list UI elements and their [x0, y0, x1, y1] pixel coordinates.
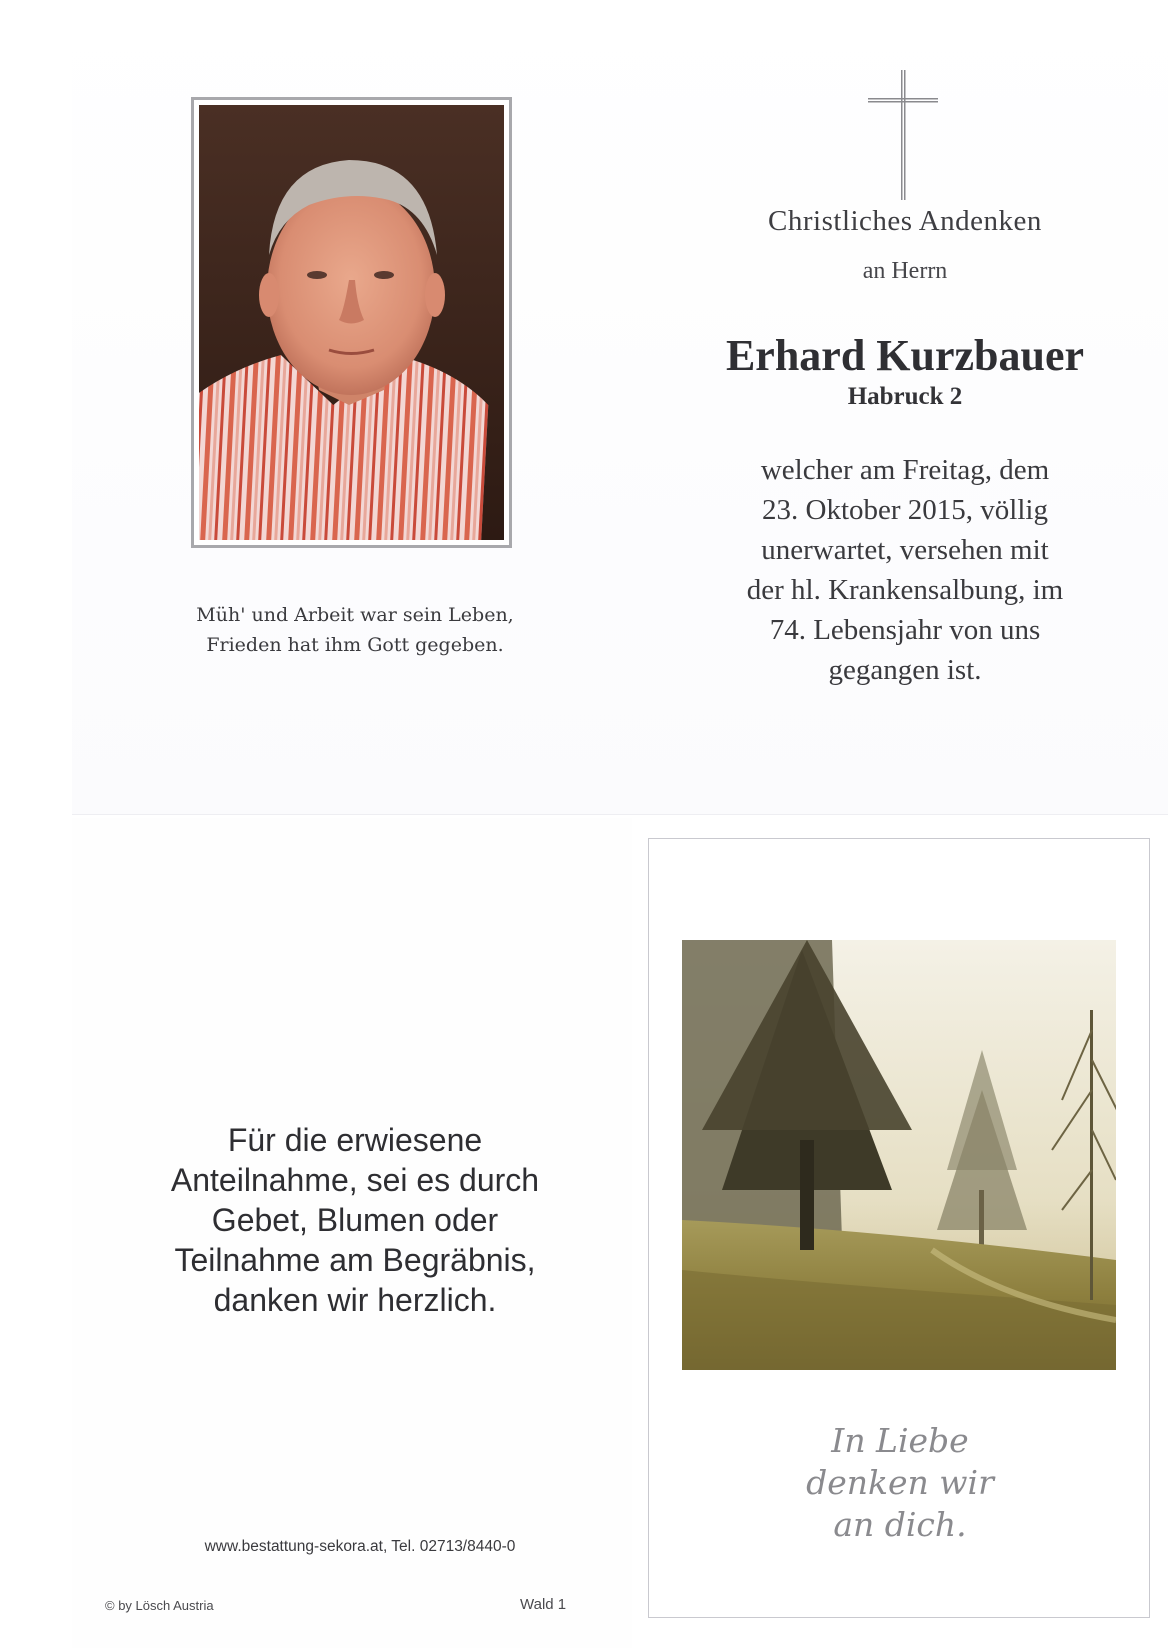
latin-cross-icon [868, 70, 938, 200]
closing-line: an dich. [833, 1505, 967, 1544]
thanks-line: Gebet, Blumen oder [211, 1202, 499, 1238]
thanks-line: Für die erwiesene [227, 1122, 483, 1158]
card-subheading: an Herrn [862, 258, 948, 284]
portrait-photo-frame [191, 97, 512, 548]
closing-line: denken wir [806, 1463, 994, 1502]
closing-line: In Liebe [831, 1421, 969, 1460]
notice-line: gegangen ist. [828, 654, 982, 686]
copyright-notice: © by Lösch Austria [105, 1598, 214, 1613]
memorial-motto [160, 600, 550, 660]
design-code: Wald 1 [520, 1596, 567, 1613]
deceased-name: Erhard Kurzbauer [725, 331, 1085, 380]
card-heading: Christliches Andenken [768, 205, 1042, 237]
funeral-home-contact: www.bestattung-sekora.at, Tel. 02713/8440-0 [204, 1538, 516, 1555]
thanks-line: Teilnahme am Begräbnis, [174, 1242, 536, 1278]
notice-line: der hl. Krankensalbung, im [746, 574, 1064, 606]
notice-line: unerwartet, versehen mit [761, 534, 1049, 566]
page-margin [0, 0, 72, 1648]
deceased-address: Habruck 2 [847, 383, 963, 410]
portrait-photo [199, 105, 504, 540]
death-notice [700, 450, 1110, 690]
notice-line: 74. Lebensjahr von uns [769, 614, 1041, 646]
thanks-line: Anteilnahme, sei es durch [170, 1162, 540, 1198]
notice-line: 23. Oktober 2015, völlig [762, 494, 1048, 526]
thanks-message [130, 1120, 580, 1320]
forest-landscape-image [682, 940, 1116, 1370]
forest-landscape-picture [682, 940, 1116, 1370]
closing-message [740, 1420, 1060, 1546]
motto-line: Müh' und Arbeit war sein Leben, [196, 604, 514, 626]
motto-line: Frieden hat ihm Gott gegeben. [206, 634, 504, 656]
thanks-line: danken wir herzlich. [213, 1282, 497, 1318]
notice-line: welcher am Freitag, dem [760, 454, 1050, 486]
